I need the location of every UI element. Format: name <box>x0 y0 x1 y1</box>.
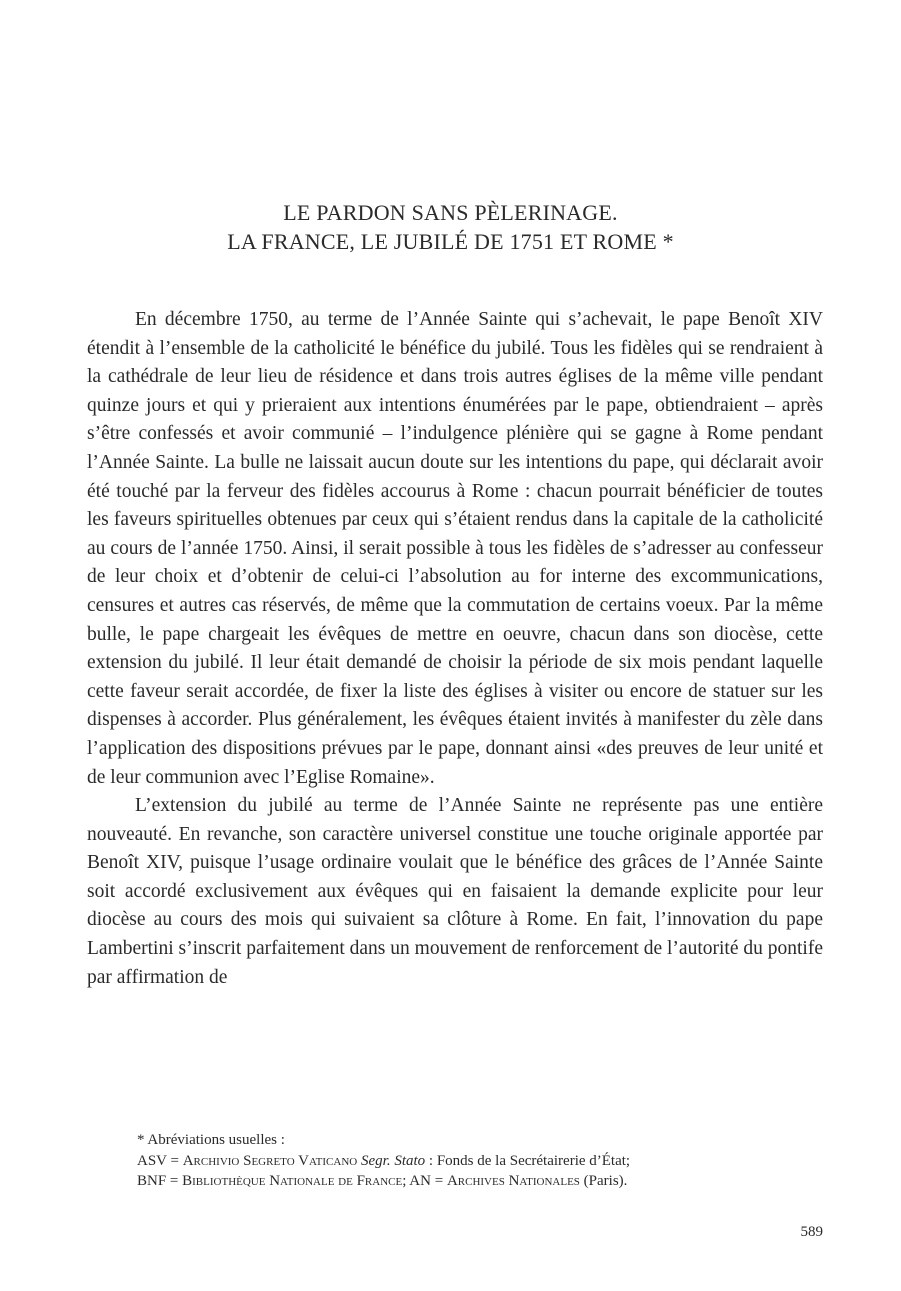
paragraph-1: En décembre 1750, au terme de l’Année Sainte qui s’achevait, le pape Benoît XIV étendit à l’ensemble de la catholicité le bénéfice du jubilé. Tous les fidèles qui se rendraient à la cathédrale de leur lieu de résidence et dans trois autres églises de la même ville pendant quinze jours et qui y prieraient aux intentions énumérées par le pape, obtiendraient – après s’être confessés et avoir communié – l’indulgence plénière qui se gagne à Rome pendant l’Année Sainte. La bulle ne laissait aucun doute sur les intentions du pape, qui déclarait avoir été touché par la ferveur des fidèles accourus à Rome : chacun pourrait bénéficier de toutes les faveurs spirituelles obtenues par ceux qui s’étaient rendus dans la capitale de la catholicité au cours de l’année 1750. Ainsi, il serait possible à tous les fidèles de s’adresser au confesseur de leur choix et d’obtenir de celui-ci l’absolution au for interne des excommunications, censures et autres cas réservés, de même que la commutation de certains voeux. Par la même bulle, le pape chargeait les évêques de mettre en oeuvre, chacun dans son diocèse, cette extension du jubilé. Il leur était demandé de choisir la période de six mois pendant laquelle cette faveur serait accordée, de fixer la liste des églises à visiter ou encore de statuer sur les dispenses à accorder. Plus généralement, les évêques étaient invités à manifester du zèle dans l’application des dispositions prévues par le pape, donnant ainsi «des preuves de leur unité et de leur communion avec l’Eglise Romaine». <box>87 309 823 788</box>
footnote-asv-name: Archivio Segreto Vaticano <box>182 1152 358 1169</box>
footnote-heading: * Abréviations usuelles : <box>137 1132 285 1148</box>
footnote-an-place: (Paris). <box>579 1173 628 1189</box>
footnote-an-prefix: ; AN = <box>402 1173 447 1189</box>
body-text <box>87 306 823 992</box>
chapter-title-line-2: LA FRANCE, LE JUBILÉ DE 1751 ET ROME * <box>227 229 674 254</box>
footnote-bnf-prefix: BNF = <box>137 1173 183 1189</box>
footnote-line-bnf <box>137 1171 827 1192</box>
footnote-asv-prefix: ASV = <box>137 1152 183 1169</box>
footnote-asv-series: Segr. Stato <box>360 1152 426 1169</box>
footnote-line-asv <box>137 1151 827 1172</box>
footnote-bnf-name: Bibliothèque Nationale de France <box>182 1173 403 1189</box>
chapter-title-line-1: LE PARDON SANS PÈLERINAGE. <box>283 200 618 225</box>
page-number: 589 <box>800 1224 823 1240</box>
footnote <box>137 1130 827 1192</box>
footnote-an-name: Archives Nationales <box>446 1173 580 1189</box>
paragraph-2: L’extension du jubilé au terme de l’Année Sainte ne représente pas une entière nouveauté. En revanche, son caractère universel constitue une touche originale apportée par Benoît XIV, puisque l’usage ordinaire voulait que le bénéfice des grâces de l’Année Sainte soit accordé exclusivement aux évêques qui en faisaient la demande explicite pour leur diocèse au cours des mois qui suivaient sa clôture à Rome. En fait, l’innovation du pape Lambertini s’inscrit parfaitement dans un mouvement de renforcement de l’autorité du pontife par affirmation de <box>87 795 823 988</box>
footnote-asv-desc: : Fonds de la Secrétairerie d’État; <box>425 1152 631 1169</box>
